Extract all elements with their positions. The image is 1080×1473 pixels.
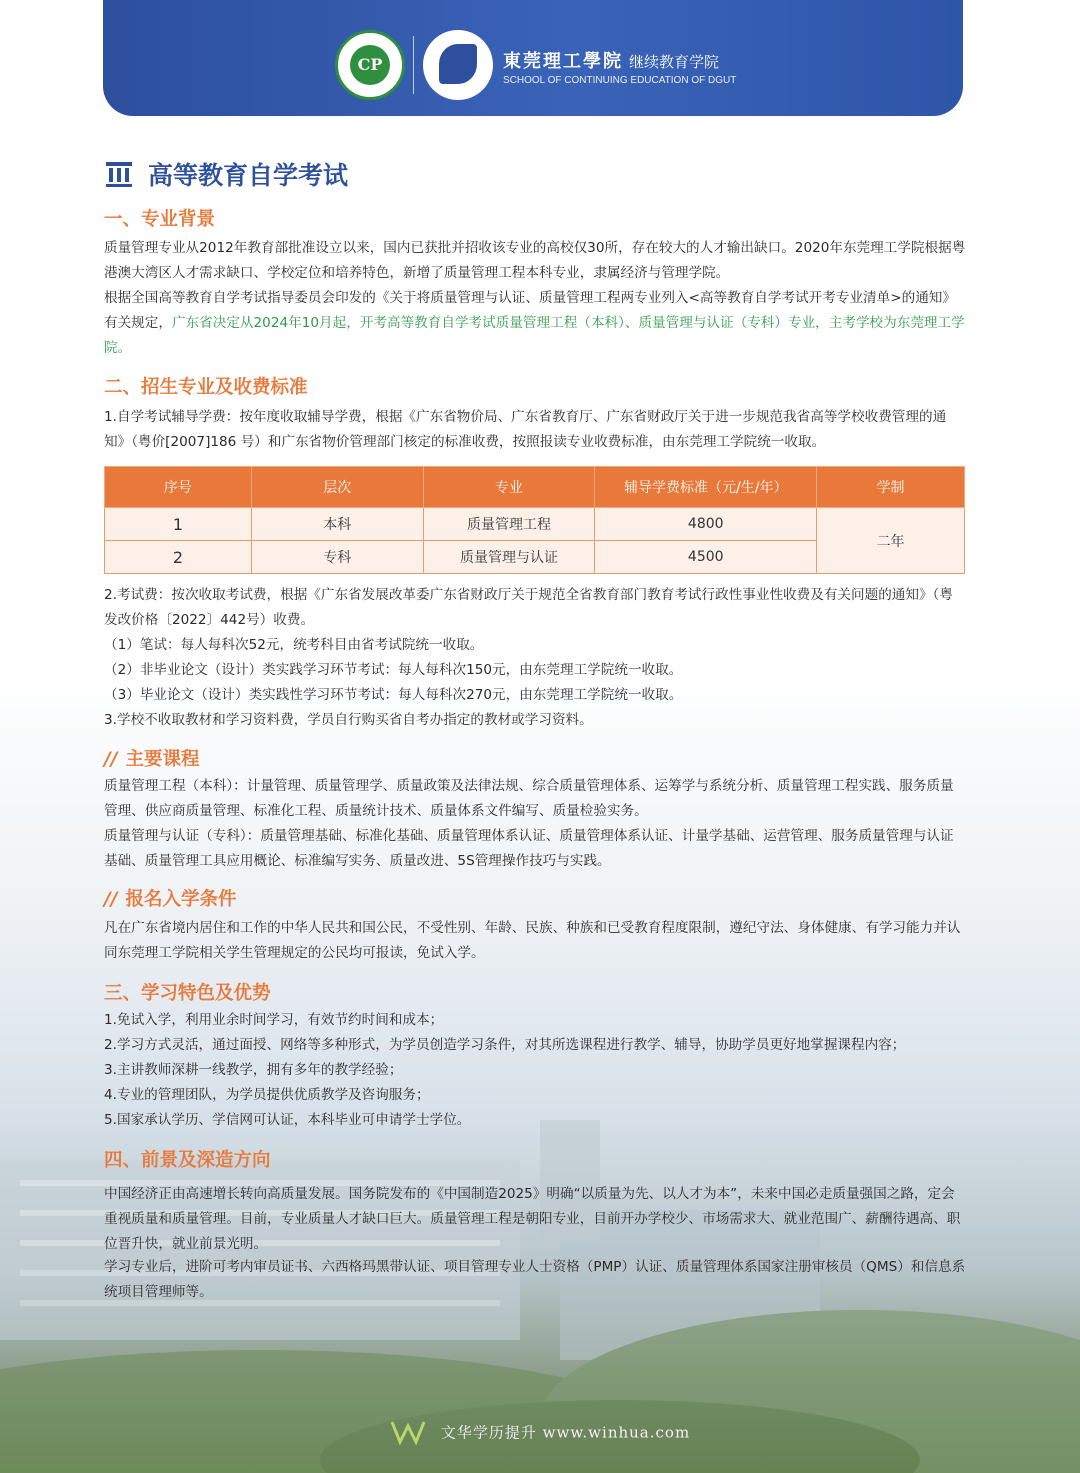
fee-table-header bbox=[105, 467, 965, 508]
table-row bbox=[105, 508, 965, 541]
paragraph-courses-bachelor: 质量管理工程（本科）：计量管理、质量管理学、质量政策及法律法规、综合质量管理体系、运筹学与系统分析、质量管理工程实践、服务质量管理、供应商质量管理、标准化工程、质量统计技术、质量体系文件编写、质量检验实务。 bbox=[104, 778, 954, 819]
section-title-enrollment bbox=[104, 885, 237, 911]
paragraph-exam-fee-3: （3）毕业论文（设计）类实践性学习环节考试：每人每科次270元，由东莞理工学院统一收取。 bbox=[104, 687, 683, 703]
paragraph-materials: 3.学校不收取教材和学习资料费，学员自行购买省自考办指定的教材或学习资料。 bbox=[104, 712, 593, 728]
paragraph-exam-fee-1: （1）笔试：每人每科次52元，统考科目由省考试院统一收取。 bbox=[104, 637, 484, 653]
footer bbox=[0, 1418, 1080, 1446]
paragraph-further-study: 学习专业后，进阶可考内审员证书、六西格玛黑带认证、项目管理专业人士资格（PMP）认证、质量管理体系国家注册审核员（QMS）和信息系统项目管理师等。 bbox=[104, 1259, 966, 1300]
col-header-duration: 学制 bbox=[817, 467, 965, 508]
list-item: 2.学习方式灵活，通过面授、网络等多种形式，为学员创造学习条件，对其所选课程进行教学、辅导，协助学员更好地掌握课程内容； bbox=[104, 1037, 906, 1053]
university-logo-icon: CP bbox=[335, 30, 405, 100]
institution-icon bbox=[104, 159, 134, 189]
list-item: 1.免试入学，利用业余时间学习，有效节约时间和成本； bbox=[104, 1012, 444, 1028]
cell-level: 专科 bbox=[251, 541, 423, 574]
section-title-prospects: 四、前景及深造方向 bbox=[104, 1150, 271, 1171]
col-header-level: 层次 bbox=[251, 467, 423, 508]
col-header-fee: 辅导学费标准（元/生/年） bbox=[595, 467, 817, 508]
logo-divider bbox=[413, 36, 414, 94]
list-item: 5.国家承认学历、学信网可认证，本科毕业可申请学士学位。 bbox=[104, 1112, 471, 1128]
section-title-enrollment-text: 报名入学条件 bbox=[125, 889, 237, 910]
cell-no: 2 bbox=[105, 541, 252, 574]
page-title-text: 高等教育自学考试 bbox=[148, 161, 349, 190]
cell-duration: 二年 bbox=[817, 508, 965, 574]
winhua-logo-icon bbox=[390, 1418, 426, 1446]
section-title-background: 一、专业背景 bbox=[104, 209, 216, 230]
slash-mark-icon: // bbox=[104, 749, 118, 770]
list-item: 3.主讲教师深耕一线教学，拥有多年的教学经验； bbox=[104, 1062, 403, 1078]
paragraph-background-2a: 根据全国高等教育自学考试指导委员会印发的《关于将质量管理与认证、质量管理工程两专业列入<高等教育自学考试开考专业清单>的通知》有关规定， bbox=[104, 290, 956, 331]
school-name-cn: 東莞理工學院 bbox=[503, 51, 623, 72]
cell-fee: 4800 bbox=[595, 508, 817, 541]
highlight-exam-announcement: 广东省决定从2024年10月起，开考高等教育自学考试质量管理工程（本科）、质量管理与认证（专科）专业，主考学校为东莞理工学院。 bbox=[104, 315, 965, 356]
paragraph-tuition-fee: 1.自学考试辅导学费：按年度收取辅导学费，根据《广东省物价局、广东省教育厅、广东省财政厅关于进一步规范我省高等学校收费管理的通知》（粤价[2007]186 号）和广东省物价管理部门核定的标准收费，按照报读专业收费标准，由东莞理工学院统一收取。 bbox=[104, 409, 947, 450]
section-title-courses bbox=[104, 745, 200, 771]
paragraph-exam-fee-2: （2）非毕业论文（设计）类实践学习环节考试：每人每科次150元，由东莞理工学院统一收取。 bbox=[104, 662, 683, 678]
list-item: 4.专业的管理团队，为学员提供优质教学及咨询服务； bbox=[104, 1087, 430, 1103]
paragraph-enrollment: 凡在广东省境内居住和工作的中华人民共和国公民，不受性别、年龄、民族、种族和已受教育程度限制，遵纪守法、身体健康、有学习能力并认同东莞理工学院相关学生管理规定的公民均可报读，免试入学。 bbox=[104, 920, 961, 961]
paragraph-exam-fee: 2.考试费：按次收取考试费，根据《广东省发展改革委广东省财政厅关于规范全省教育部门教育考试行政性事业性收费及有关问题的通知》（粤发改价格〔2022〕442号）收费。 bbox=[104, 587, 953, 628]
paragraph-prospects: 中国经济正由高速增长转向高质量发展。国务院发布的《中国制造2025》明确“以质量为先、以人才为本”，未来中国必走质量强国之路，定会重视质量和质量管理。目前，专业质量人才缺口巨大。质量管理工程是朝阳专业，目前开办学校少、市场需求大、就业范围广、薪酬待遇高、职位晋升快，就业前景光明。 bbox=[104, 1186, 961, 1252]
cell-major: 质量管理与认证 bbox=[423, 541, 595, 574]
paragraph-background-2 bbox=[104, 286, 966, 361]
continuing-education-logo-icon bbox=[423, 30, 493, 100]
page-title bbox=[104, 156, 348, 192]
paragraph-courses-associate: 质量管理与认证（专科）：质量管理基础、标准化基础、质量管理体系认证、质量管理体系认证、计量学基础、运营管理、服务质量管理与认证基础、质量管理工具应用概论、标准编写实务、质量改进、5S管理操作技巧与实践。 bbox=[104, 828, 954, 869]
section-title-courses-text: 主要课程 bbox=[125, 749, 200, 770]
slash-mark-icon: // bbox=[104, 889, 118, 910]
cell-major: 质量管理工程 bbox=[423, 508, 595, 541]
col-header-major: 专业 bbox=[423, 467, 595, 508]
cell-no: 1 bbox=[105, 508, 252, 541]
header-banner bbox=[103, 0, 963, 116]
school-name-en: SCHOOL OF CONTINUING EDUCATION OF DGUT bbox=[503, 75, 737, 86]
school-sub-cn: 继续教育学院 bbox=[629, 53, 720, 71]
col-header-no: 序号 bbox=[105, 467, 252, 508]
section-title-advantages: 三、学习特色及优势 bbox=[104, 983, 271, 1004]
fee-table bbox=[104, 466, 965, 574]
paragraph-background-1: 质量管理专业从2012年教育部批准设立以来，国内已获批并招收该专业的高校仅30所，存在较大的人才输出缺口。2020年东莞理工学院根据粤港澳大湾区人才需求缺口、学校定位和培养特色，新增了质量管理工程本科专业，隶属经济与管理学院。 bbox=[104, 240, 966, 281]
cell-level: 本科 bbox=[251, 508, 423, 541]
cell-fee: 4500 bbox=[595, 541, 817, 574]
footer-text: 文华学历提升 www.winhua.com bbox=[440, 1423, 691, 1442]
section-title-fees: 二、招生专业及收费标准 bbox=[104, 377, 308, 398]
school-name bbox=[503, 47, 719, 73]
